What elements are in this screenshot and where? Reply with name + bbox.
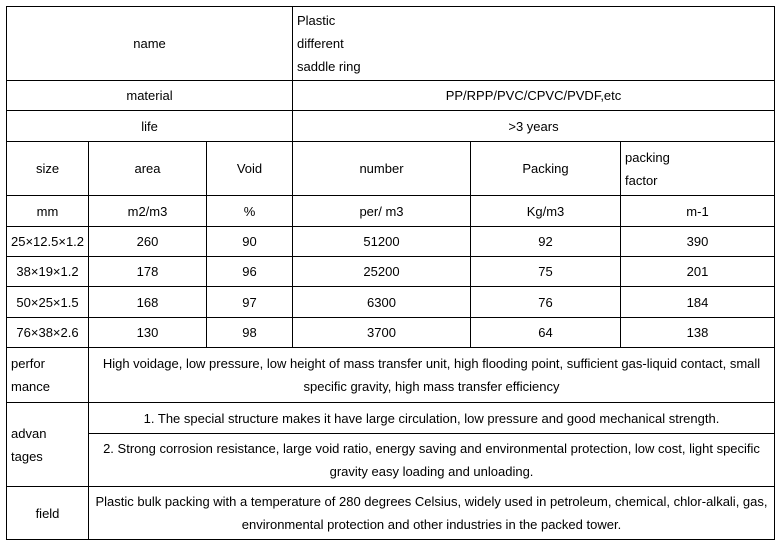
advantages-label-line-2: tages — [11, 448, 43, 464]
cell-area: 130 — [89, 318, 207, 348]
advantage-item-1: 1. The special structure makes it have large circulation, low pressure and good mechanical strength. — [89, 403, 775, 434]
unit-size: mm — [7, 196, 89, 227]
cell-packing-factor: 184 — [621, 287, 775, 318]
header-packing-factor-line-1: packing — [625, 149, 670, 165]
header-number: number — [293, 142, 471, 196]
advantage-item-2: 2. Strong corrosion resistance, large void ratio, energy saving and environmental protection, low cost, light specific gravity easy loading and unloading. — [89, 434, 775, 487]
name-line-1: Plastic — [297, 13, 336, 28]
table-row — [7, 257, 775, 287]
unit-void: % — [207, 196, 293, 227]
material-value: PP/RPP/PVC/CPVC/PVDF,etc — [293, 81, 775, 111]
field-text: Plastic bulk packing with a temperature of 280 degrees Celsius, widely used in petroleum, chemical, chlor-alkali, gas, environmental protection and other industries in the packed tower. — [89, 487, 775, 540]
advantages-label — [7, 403, 89, 487]
unit-area: m2/m3 — [89, 196, 207, 227]
material-label: material — [7, 81, 293, 111]
cell-number: 51200 — [293, 227, 471, 257]
cell-void: 90 — [207, 227, 293, 257]
name-value — [293, 7, 775, 81]
cell-number: 6300 — [293, 287, 471, 318]
cell-area: 260 — [89, 227, 207, 257]
cell-number: 25200 — [293, 257, 471, 287]
performance-text: High voidage, low pressure, low height of mass transfer unit, high flooding point, sufficient gas-liquid contact, small specific gravity, high mass transfer efficiency — [89, 348, 775, 403]
performance-label — [7, 348, 89, 403]
table-row — [7, 227, 775, 257]
cell-size: 25×12.5×1.2 — [7, 227, 89, 257]
spec-table — [6, 6, 775, 540]
performance-label-line-1: perfor — [11, 356, 45, 371]
header-packing-factor — [621, 142, 775, 196]
name-line-3: saddle ring — [297, 59, 361, 74]
cell-packing: 92 — [471, 227, 621, 257]
table-row — [7, 318, 775, 348]
cell-size: 38×19×1.2 — [7, 257, 89, 287]
cell-packing: 64 — [471, 318, 621, 348]
cell-size: 50×25×1.5 — [7, 287, 89, 318]
cell-area: 168 — [89, 287, 207, 318]
unit-number: per/ m3 — [293, 196, 471, 227]
cell-packing-factor: 390 — [621, 227, 775, 257]
cell-void: 98 — [207, 318, 293, 348]
cell-size: 76×38×2.6 — [7, 318, 89, 348]
header-packing-factor-line-2: factor — [625, 172, 658, 188]
name-line-2: different — [297, 36, 344, 51]
life-value: >3 years — [293, 111, 775, 142]
cell-packing-factor: 201 — [621, 257, 775, 287]
header-area: area — [89, 142, 207, 196]
table-row — [7, 287, 775, 318]
cell-packing: 76 — [471, 287, 621, 318]
cell-void: 97 — [207, 287, 293, 318]
unit-packing-factor: m-1 — [621, 196, 775, 227]
advantages-label-line-1: advan — [11, 425, 47, 441]
cell-void: 96 — [207, 257, 293, 287]
life-label: life — [7, 111, 293, 142]
header-packing: Packing — [471, 142, 621, 196]
cell-packing: 75 — [471, 257, 621, 287]
name-label: name — [7, 7, 293, 81]
header-size: size — [7, 142, 89, 196]
header-void: Void — [207, 142, 293, 196]
field-label: field — [7, 487, 89, 540]
cell-area: 178 — [89, 257, 207, 287]
cell-packing-factor: 138 — [621, 318, 775, 348]
cell-number: 3700 — [293, 318, 471, 348]
unit-packing: Kg/m3 — [471, 196, 621, 227]
performance-label-line-2: mance — [11, 379, 51, 394]
